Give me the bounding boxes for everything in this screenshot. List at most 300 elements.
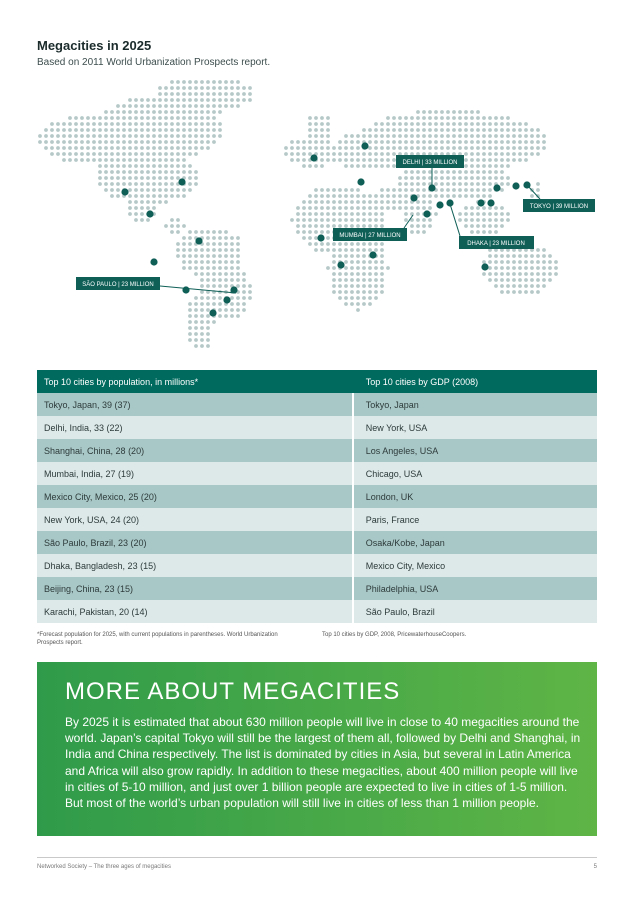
land-dot bbox=[362, 260, 366, 264]
land-dot bbox=[470, 212, 474, 216]
land-dot bbox=[320, 248, 324, 252]
land-dot bbox=[212, 116, 216, 120]
land-dot bbox=[170, 188, 174, 192]
land-dot bbox=[230, 104, 234, 108]
land-dot bbox=[422, 146, 426, 150]
land-dot bbox=[338, 200, 342, 204]
land-dot bbox=[500, 134, 504, 138]
land-dot bbox=[134, 182, 138, 186]
land-dot bbox=[308, 116, 312, 120]
land-dot bbox=[494, 170, 498, 174]
land-dot bbox=[422, 188, 426, 192]
land-dot bbox=[524, 128, 528, 132]
land-dot bbox=[404, 182, 408, 186]
land-dot bbox=[80, 128, 84, 132]
land-dot bbox=[518, 272, 522, 276]
land-dot bbox=[188, 266, 192, 270]
land-dot bbox=[446, 170, 450, 174]
land-dot bbox=[176, 80, 180, 84]
land-dot bbox=[524, 122, 528, 126]
land-dot bbox=[374, 158, 378, 162]
land-dot bbox=[488, 128, 492, 132]
land-dot bbox=[212, 92, 216, 96]
land-dot bbox=[380, 188, 384, 192]
gdp-cell: São Paulo, Brazil bbox=[353, 600, 597, 623]
land-dot bbox=[386, 152, 390, 156]
land-dot bbox=[356, 146, 360, 150]
land-dot bbox=[374, 272, 378, 276]
land-dot bbox=[230, 266, 234, 270]
land-dot bbox=[188, 116, 192, 120]
land-dot bbox=[428, 176, 432, 180]
land-dot bbox=[62, 152, 66, 156]
land-dot bbox=[158, 158, 162, 162]
land-dot bbox=[212, 254, 216, 258]
land-dot bbox=[134, 122, 138, 126]
land-dot bbox=[110, 116, 114, 120]
land-dot bbox=[536, 134, 540, 138]
land-dot bbox=[344, 290, 348, 294]
land-dot bbox=[170, 134, 174, 138]
land-dot bbox=[338, 254, 342, 258]
land-dot bbox=[506, 254, 510, 258]
land-dot bbox=[362, 302, 366, 306]
land-dot bbox=[488, 176, 492, 180]
land-dot bbox=[530, 152, 534, 156]
land-dot bbox=[116, 170, 120, 174]
land-dot bbox=[206, 338, 210, 342]
land-dot bbox=[56, 128, 60, 132]
land-dot bbox=[146, 176, 150, 180]
land-dot bbox=[332, 218, 336, 222]
land-dot bbox=[488, 272, 492, 276]
land-dot bbox=[494, 224, 498, 228]
land-dot bbox=[212, 140, 216, 144]
land-dot bbox=[200, 98, 204, 102]
land-dot bbox=[404, 116, 408, 120]
city-marker bbox=[317, 234, 324, 241]
land-dot bbox=[494, 158, 498, 162]
land-dot bbox=[482, 230, 486, 234]
land-dot bbox=[176, 158, 180, 162]
land-dot bbox=[494, 284, 498, 288]
land-dot bbox=[338, 284, 342, 288]
land-dot bbox=[158, 116, 162, 120]
land-dot bbox=[476, 230, 480, 234]
land-dot bbox=[386, 194, 390, 198]
land-dot bbox=[362, 128, 366, 132]
land-dot bbox=[188, 314, 192, 318]
land-dot bbox=[428, 224, 432, 228]
land-dot bbox=[176, 194, 180, 198]
land-dot bbox=[176, 122, 180, 126]
land-dot bbox=[128, 170, 132, 174]
land-dot bbox=[164, 158, 168, 162]
land-dot bbox=[356, 266, 360, 270]
land-dot bbox=[242, 92, 246, 96]
land-dot bbox=[374, 200, 378, 204]
land-dot bbox=[194, 86, 198, 90]
land-dot bbox=[206, 284, 210, 288]
land-dot bbox=[206, 242, 210, 246]
land-dot bbox=[164, 86, 168, 90]
land-dot bbox=[98, 170, 102, 174]
land-dot bbox=[392, 128, 396, 132]
land-dot bbox=[344, 140, 348, 144]
land-dot bbox=[188, 164, 192, 168]
world-map bbox=[0, 70, 638, 370]
land-dot bbox=[470, 194, 474, 198]
land-dot bbox=[404, 176, 408, 180]
land-dot bbox=[176, 146, 180, 150]
gdp-cell: Philadelphia, USA bbox=[353, 577, 597, 600]
land-dot bbox=[188, 260, 192, 264]
land-dot bbox=[482, 260, 486, 264]
land-dot bbox=[230, 314, 234, 318]
land-dot bbox=[152, 206, 156, 210]
land-dot bbox=[524, 266, 528, 270]
land-dot bbox=[296, 146, 300, 150]
land-dot bbox=[332, 212, 336, 216]
land-dot bbox=[314, 212, 318, 216]
land-dot bbox=[416, 200, 420, 204]
land-dot bbox=[152, 128, 156, 132]
land-dot bbox=[236, 260, 240, 264]
land-dot bbox=[320, 218, 324, 222]
population-cell: São Paulo, Brazil, 23 (20) bbox=[37, 531, 353, 554]
land-dot bbox=[332, 200, 336, 204]
table-row bbox=[37, 485, 597, 508]
land-dot bbox=[140, 110, 144, 114]
land-dot bbox=[230, 308, 234, 312]
land-dot bbox=[422, 110, 426, 114]
land-dot bbox=[56, 122, 60, 126]
land-dot bbox=[488, 278, 492, 282]
city-marker bbox=[477, 199, 484, 206]
land-dot bbox=[344, 284, 348, 288]
land-dot bbox=[230, 86, 234, 90]
land-dot bbox=[338, 218, 342, 222]
land-dot bbox=[488, 140, 492, 144]
land-dot bbox=[146, 218, 150, 222]
land-dot bbox=[332, 206, 336, 210]
page-subtitle: Based on 2011 World Urbanization Prospects report. bbox=[37, 57, 271, 68]
land-dot bbox=[416, 134, 420, 138]
land-dot bbox=[50, 134, 54, 138]
land-dot bbox=[326, 266, 330, 270]
land-dot bbox=[554, 266, 558, 270]
land-dot bbox=[476, 194, 480, 198]
land-dot bbox=[236, 296, 240, 300]
land-dot bbox=[500, 188, 504, 192]
land-dot bbox=[392, 194, 396, 198]
land-dot bbox=[176, 188, 180, 192]
land-dot bbox=[326, 128, 330, 132]
land-dot bbox=[194, 260, 198, 264]
land-dot bbox=[374, 122, 378, 126]
land-dot bbox=[146, 194, 150, 198]
land-dot bbox=[104, 158, 108, 162]
land-dot bbox=[434, 170, 438, 174]
land-dot bbox=[158, 152, 162, 156]
city-marker bbox=[423, 210, 430, 217]
land-dot bbox=[314, 122, 318, 126]
land-dot bbox=[182, 128, 186, 132]
land-dot bbox=[356, 272, 360, 276]
land-dot bbox=[110, 164, 114, 168]
land-dot bbox=[146, 116, 150, 120]
land-dot bbox=[38, 140, 42, 144]
city-marker bbox=[150, 258, 157, 265]
land-dot bbox=[212, 236, 216, 240]
land-dot bbox=[494, 128, 498, 132]
land-dot bbox=[116, 182, 120, 186]
land-dot bbox=[134, 206, 138, 210]
land-dot bbox=[128, 98, 132, 102]
land-dot bbox=[302, 218, 306, 222]
land-dot bbox=[338, 212, 342, 216]
land-dot bbox=[464, 110, 468, 114]
land-dot bbox=[500, 122, 504, 126]
land-dot bbox=[206, 128, 210, 132]
land-dot bbox=[542, 284, 546, 288]
land-dot bbox=[506, 266, 510, 270]
land-dot bbox=[356, 140, 360, 144]
land-dot bbox=[104, 188, 108, 192]
land-dot bbox=[140, 116, 144, 120]
land-dot bbox=[308, 236, 312, 240]
land-dot bbox=[458, 170, 462, 174]
land-dot bbox=[356, 188, 360, 192]
land-dot bbox=[488, 170, 492, 174]
land-dot bbox=[56, 146, 60, 150]
land-dot bbox=[104, 146, 108, 150]
table-row bbox=[37, 462, 597, 485]
land-dot bbox=[506, 212, 510, 216]
land-dot bbox=[542, 278, 546, 282]
land-dot bbox=[416, 224, 420, 228]
land-dot bbox=[200, 344, 204, 348]
land-dot bbox=[452, 128, 456, 132]
land-dot bbox=[524, 254, 528, 258]
land-dot bbox=[200, 80, 204, 84]
land-dot bbox=[122, 164, 126, 168]
land-dot bbox=[500, 266, 504, 270]
land-dot bbox=[440, 194, 444, 198]
land-dot bbox=[350, 266, 354, 270]
land-dot bbox=[464, 152, 468, 156]
land-dot bbox=[158, 200, 162, 204]
land-dot bbox=[170, 182, 174, 186]
land-dot bbox=[134, 104, 138, 108]
land-dot bbox=[326, 140, 330, 144]
land-dot bbox=[170, 122, 174, 126]
land-dot bbox=[362, 266, 366, 270]
land-dot bbox=[206, 326, 210, 330]
land-dot bbox=[194, 314, 198, 318]
land-dot bbox=[428, 194, 432, 198]
land-dot bbox=[338, 158, 342, 162]
land-dot bbox=[536, 248, 540, 252]
land-dot bbox=[362, 218, 366, 222]
land-dot bbox=[506, 260, 510, 264]
land-dot bbox=[500, 164, 504, 168]
land-dot bbox=[104, 128, 108, 132]
land-dots bbox=[38, 80, 558, 348]
land-dot bbox=[200, 284, 204, 288]
land-dot bbox=[410, 128, 414, 132]
land-dot bbox=[320, 230, 324, 234]
land-dot bbox=[350, 146, 354, 150]
land-dot bbox=[152, 104, 156, 108]
land-dot bbox=[74, 158, 78, 162]
land-dot bbox=[518, 290, 522, 294]
land-dot bbox=[326, 158, 330, 162]
land-dot bbox=[236, 248, 240, 252]
land-dot bbox=[410, 182, 414, 186]
land-dot bbox=[164, 122, 168, 126]
land-dot bbox=[536, 278, 540, 282]
land-dot bbox=[338, 248, 342, 252]
land-dot bbox=[398, 206, 402, 210]
land-dot bbox=[500, 212, 504, 216]
land-dot bbox=[206, 332, 210, 336]
tokyo-label: TOKYO | 39 MILLION bbox=[529, 204, 589, 210]
land-dot bbox=[68, 158, 72, 162]
land-dot bbox=[242, 86, 246, 90]
land-dot bbox=[188, 236, 192, 240]
land-dot bbox=[182, 86, 186, 90]
land-dot bbox=[62, 158, 66, 162]
land-dot bbox=[332, 278, 336, 282]
land-dot bbox=[344, 164, 348, 168]
land-dot bbox=[398, 122, 402, 126]
land-dot bbox=[134, 188, 138, 192]
land-dot bbox=[404, 134, 408, 138]
land-dot bbox=[152, 116, 156, 120]
land-dot bbox=[50, 146, 54, 150]
land-dot bbox=[98, 122, 102, 126]
land-dot bbox=[506, 122, 510, 126]
land-dot bbox=[482, 122, 486, 126]
land-dot bbox=[104, 170, 108, 174]
land-dot bbox=[224, 104, 228, 108]
land-dot bbox=[476, 182, 480, 186]
land-dot bbox=[362, 200, 366, 204]
land-dot bbox=[398, 194, 402, 198]
land-dot bbox=[506, 164, 510, 168]
land-dot bbox=[524, 146, 528, 150]
land-dot bbox=[152, 158, 156, 162]
land-dot bbox=[434, 146, 438, 150]
land-dot bbox=[500, 278, 504, 282]
land-dot bbox=[176, 116, 180, 120]
land-dot bbox=[476, 122, 480, 126]
city-marker bbox=[481, 263, 488, 270]
land-dot bbox=[332, 224, 336, 228]
land-dot bbox=[224, 248, 228, 252]
land-dot bbox=[404, 128, 408, 132]
land-dot bbox=[476, 206, 480, 210]
land-dot bbox=[380, 140, 384, 144]
land-dot bbox=[128, 116, 132, 120]
land-dot bbox=[362, 272, 366, 276]
land-dot bbox=[392, 152, 396, 156]
land-dot bbox=[326, 122, 330, 126]
land-dot bbox=[482, 188, 486, 192]
land-dot bbox=[206, 146, 210, 150]
land-dot bbox=[404, 146, 408, 150]
land-dot bbox=[434, 128, 438, 132]
land-dot bbox=[230, 248, 234, 252]
land-dot bbox=[140, 182, 144, 186]
land-dot bbox=[368, 134, 372, 138]
land-dot bbox=[218, 80, 222, 84]
land-dot bbox=[224, 272, 228, 276]
land-dot bbox=[158, 92, 162, 96]
land-dot bbox=[224, 284, 228, 288]
table-row bbox=[37, 531, 597, 554]
land-dot bbox=[104, 140, 108, 144]
land-dot bbox=[524, 140, 528, 144]
land-dot bbox=[68, 140, 72, 144]
land-dot bbox=[326, 224, 330, 228]
land-dot bbox=[224, 278, 228, 282]
land-dot bbox=[356, 164, 360, 168]
land-dot bbox=[446, 176, 450, 180]
land-dot bbox=[356, 212, 360, 216]
land-dot bbox=[386, 140, 390, 144]
land-dot bbox=[320, 224, 324, 228]
land-dot bbox=[212, 242, 216, 246]
land-dot bbox=[362, 164, 366, 168]
land-dot bbox=[488, 194, 492, 198]
land-dot bbox=[206, 116, 210, 120]
land-dot bbox=[176, 110, 180, 114]
land-dot bbox=[368, 158, 372, 162]
land-dot bbox=[194, 248, 198, 252]
land-dot bbox=[548, 260, 552, 264]
land-dot bbox=[140, 212, 144, 216]
land-dot bbox=[182, 80, 186, 84]
land-dot bbox=[128, 206, 132, 210]
land-dot bbox=[464, 176, 468, 180]
land-dot bbox=[110, 188, 114, 192]
land-dot bbox=[404, 218, 408, 222]
land-dot bbox=[218, 110, 222, 114]
land-dot bbox=[398, 140, 402, 144]
land-dot bbox=[98, 158, 102, 162]
land-dot bbox=[434, 116, 438, 120]
land-dot bbox=[434, 110, 438, 114]
land-dot bbox=[458, 194, 462, 198]
land-dot bbox=[182, 152, 186, 156]
land-dot bbox=[350, 242, 354, 246]
land-dot bbox=[386, 128, 390, 132]
land-dot bbox=[200, 272, 204, 276]
land-dot bbox=[476, 128, 480, 132]
land-dot bbox=[494, 260, 498, 264]
land-dot bbox=[212, 272, 216, 276]
land-dot bbox=[326, 134, 330, 138]
land-dot bbox=[386, 266, 390, 270]
land-dot bbox=[176, 230, 180, 234]
land-dot bbox=[206, 272, 210, 276]
land-dot bbox=[200, 320, 204, 324]
land-dot bbox=[200, 230, 204, 234]
land-dot bbox=[200, 122, 204, 126]
land-dot bbox=[140, 218, 144, 222]
